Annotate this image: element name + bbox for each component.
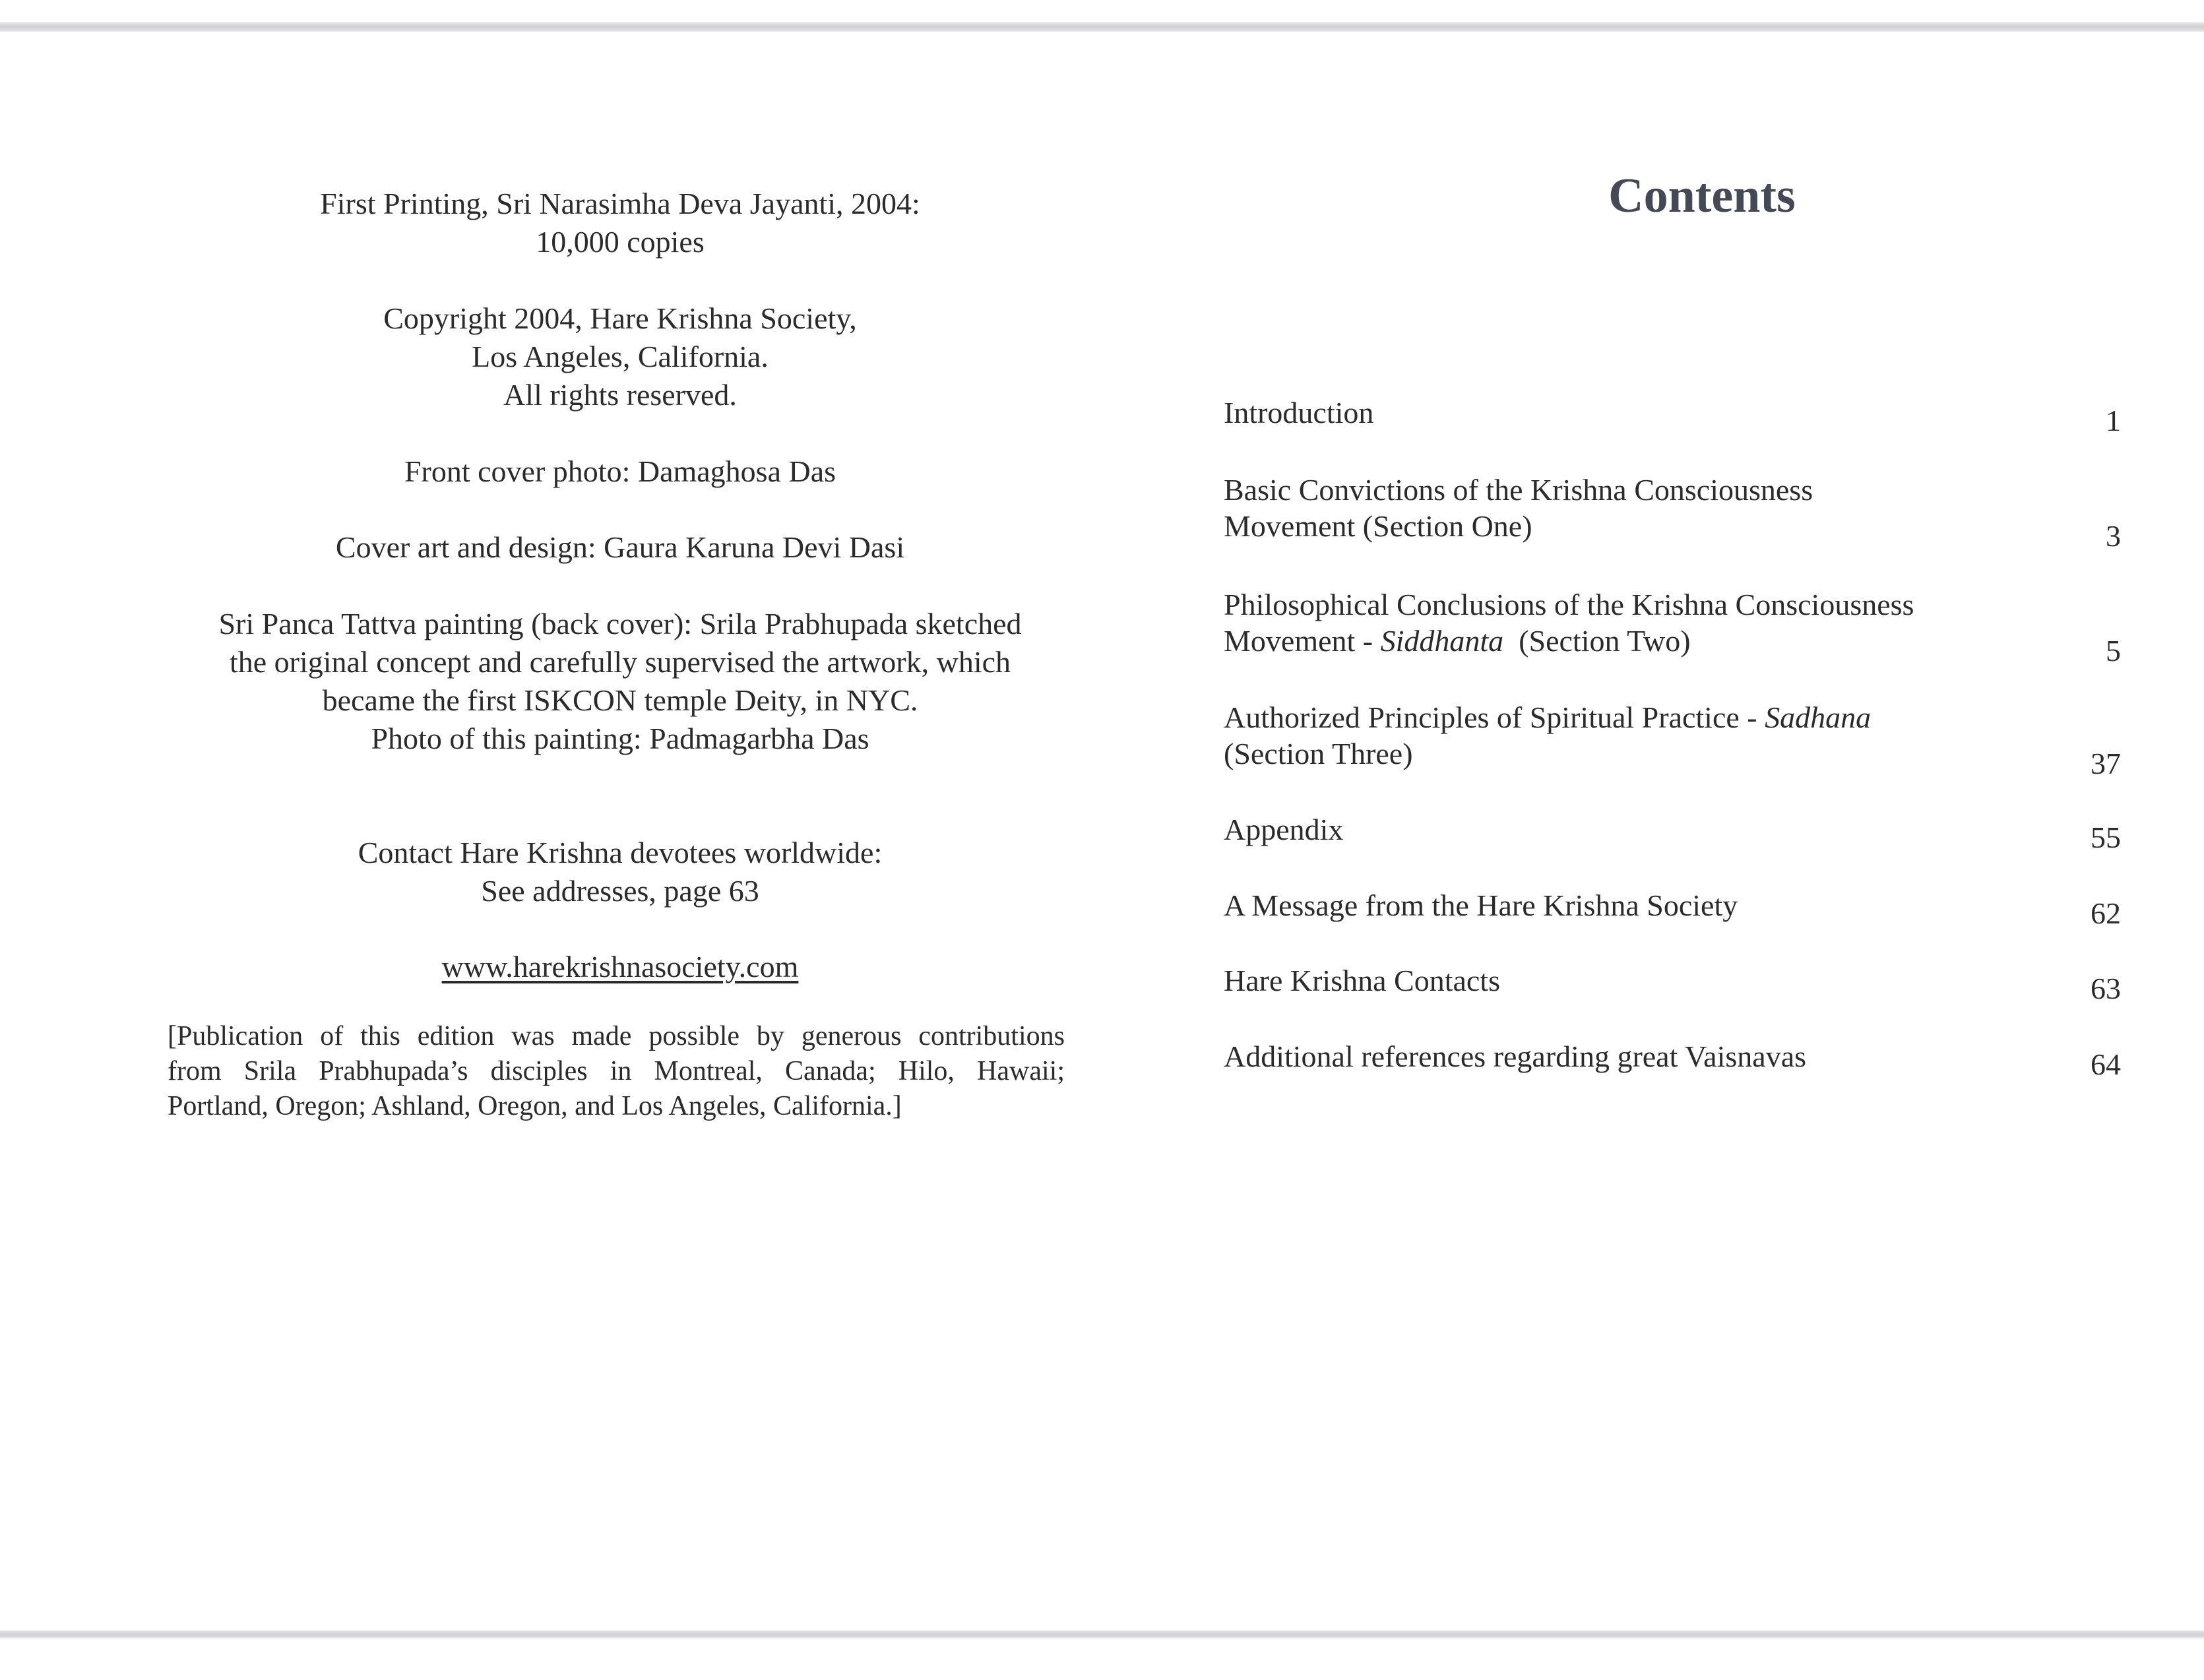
contents-title: Contents bbox=[1608, 169, 1796, 223]
toc-entry-label: Introduction bbox=[1224, 396, 1374, 429]
toc-page-number: 5 bbox=[2106, 634, 2121, 668]
addresses-line: See addresses, page 63 bbox=[481, 874, 759, 908]
copies-line: 10,000 copies bbox=[536, 225, 705, 259]
toc-page-number: 1 bbox=[2106, 404, 2121, 437]
toc-text-part: Movement - bbox=[1224, 624, 1381, 658]
toc-entry-label: Appendix bbox=[1224, 813, 1344, 846]
toc-page-number: 62 bbox=[2091, 896, 2121, 930]
toc-entry-appendix[interactable] bbox=[1224, 811, 2121, 854]
toc-entry-additional-references[interactable] bbox=[1224, 1038, 2121, 1081]
painting-photo-credit: Photo of this painting: Padmagarbha Das bbox=[371, 722, 869, 755]
toc-entry-label bbox=[1224, 699, 2121, 735]
toc-entry-section-two[interactable] bbox=[1224, 586, 2121, 668]
front-cover-credit: Front cover photo: Damaghosa Das bbox=[404, 454, 836, 488]
location-line: Los Angeles, California. bbox=[472, 340, 769, 373]
painting-credit-line-2: the original concept and carefully supervised the artwork, which bbox=[229, 645, 1011, 679]
toc-entry-label: Philosophical Conclusions of the Krishna Consciousness bbox=[1224, 588, 1914, 621]
toc-entry-section-one[interactable] bbox=[1224, 472, 2121, 553]
website-line bbox=[0, 948, 1240, 986]
toc-page-number: 3 bbox=[2106, 519, 2121, 553]
contact-line: Contact Hare Krishna devotees worldwide: bbox=[358, 836, 883, 869]
painting-credit-line-1: Sri Panca Tattva painting (back cover): Srila Prabhupada sketched bbox=[218, 607, 1022, 640]
printing-line: First Printing, Sri Narasimha Deva Jayanti, 2004: bbox=[320, 187, 920, 220]
toc-entry-label: Additional references regarding great Vaisnavas bbox=[1224, 1040, 1807, 1073]
toc-entry-label: Basic Convictions of the Krishna Consciousness bbox=[1224, 473, 1813, 507]
toc-entry-label-line-2: (Section Three) bbox=[1224, 737, 1413, 770]
contrib-line-2: from Srila Prabhupada’s disciples in Montreal, Canada; Hilo, Hawaii; bbox=[168, 1056, 1065, 1086]
toc-text-part: (Section Two) bbox=[1503, 624, 1691, 658]
toc-text-italic: Siddhanta bbox=[1380, 624, 1504, 658]
toc-page-number: 64 bbox=[2091, 1047, 2121, 1081]
rights-line: All rights reserved. bbox=[503, 378, 737, 412]
toc-page-number: 63 bbox=[2091, 972, 2121, 1005]
contrib-line-3: Portland, Oregon; Ashland, Oregon, and Los Angeles, California.] bbox=[168, 1091, 902, 1121]
toc-entry-label: A Message from the Hare Krishna Society bbox=[1224, 888, 1738, 922]
toc-entry-label: Hare Krishna Contacts bbox=[1224, 964, 1500, 997]
cover-art-credit: Cover art and design: Gaura Karuna Devi Dasi bbox=[335, 530, 905, 564]
toc-page-number: 37 bbox=[2091, 747, 2121, 780]
toc-page-number: 55 bbox=[2091, 821, 2121, 854]
toc-entry-label-line-2: Movement (Section One) bbox=[1224, 509, 1532, 543]
toc-entry-message[interactable] bbox=[1224, 887, 2121, 930]
toc-entry-label-line-2 bbox=[1224, 623, 2121, 659]
toc-text-italic: Sadhana bbox=[1765, 700, 1872, 734]
toc-text-part: Authorized Principles of Spiritual Practice - bbox=[1224, 700, 1765, 734]
copyright-line: Copyright 2004, Hare Krishna Society, bbox=[383, 301, 857, 335]
contributions-note bbox=[168, 1019, 1065, 1124]
toc-entry-introduction[interactable] bbox=[1224, 394, 2121, 437]
toc-entry-contacts[interactable] bbox=[1224, 962, 2121, 1005]
contrib-line-1: [Publication of this edition was made possible by generous contributions bbox=[168, 1021, 1065, 1051]
toc-entry-section-three[interactable] bbox=[1224, 699, 2121, 780]
website-link[interactable]: www.harekrishnasociety.com bbox=[441, 950, 799, 983]
painting-credit-line-3: became the first ISKCON temple Deity, in NYC. bbox=[322, 683, 918, 717]
